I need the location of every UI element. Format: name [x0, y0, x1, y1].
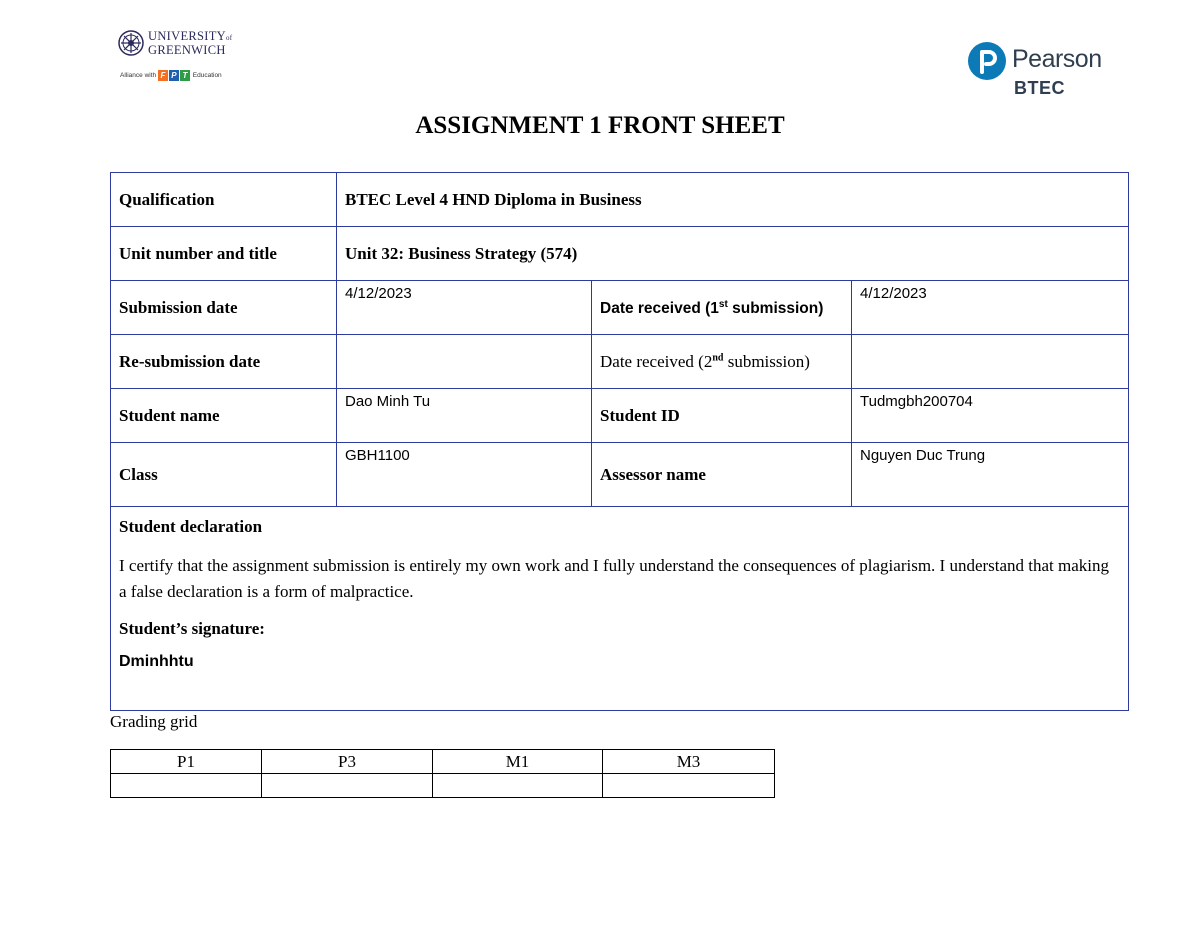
submission-date-cell: [337, 281, 592, 335]
grade-header-p3: P3: [262, 750, 433, 774]
student-id-cell: [852, 389, 1129, 443]
date-received-2-label: Date received (2nd submission): [592, 335, 852, 389]
resubmission-value: [337, 335, 592, 389]
class-cell: [337, 443, 592, 507]
student-name-value: Dao Minh Tu: [345, 393, 431, 410]
unit-row: [111, 227, 1129, 281]
student-name-cell: [337, 389, 592, 443]
qualification-value: BTEC Level 4 HND Diploma in Business: [337, 173, 1129, 227]
declaration-heading: Student declaration: [119, 517, 263, 536]
class-row: [111, 443, 1129, 507]
greenwich-seal-icon: [118, 30, 144, 56]
fpt-alliance: Alliance with F P T Education: [120, 71, 222, 80]
student-row: [111, 389, 1129, 443]
qualification-label: Qualification: [111, 173, 337, 227]
declaration-text: I certify that the assignment submission is entirely my own work and I fully understand the consequences of plagiarism. I understand that making a false declaration is a form of malpractice.: [119, 556, 1110, 601]
resubmission-label: Re-submission date: [111, 335, 337, 389]
class-label: Class: [111, 443, 337, 507]
grading-header-row: [111, 750, 775, 774]
page-title: ASSIGNMENT 1 FRONT SHEET: [415, 112, 785, 139]
grade-header-p1: P1: [111, 750, 262, 774]
front-sheet-table: [110, 172, 1129, 711]
signature-label: Student’s signature:: [119, 619, 265, 638]
assessor-label: Assessor name: [592, 443, 852, 507]
submission-date-label: Submission date: [111, 281, 337, 335]
grade-cell-m3: [603, 774, 775, 798]
assessor-value: Nguyen Duc Trung: [860, 447, 986, 464]
grade-header-m3: M3: [603, 750, 775, 774]
declaration-row: [111, 507, 1129, 711]
date-received-1-label: Date received (1st submission): [592, 281, 852, 335]
btec-wordmark: BTEC: [1014, 78, 1065, 98]
declaration-cell: [111, 507, 1129, 711]
submission-row: [111, 281, 1129, 335]
university-name: UNIVERSITYof GREENWICH: [148, 29, 233, 57]
pearson-p-icon: [968, 42, 1006, 80]
signature-value: Dminhhtu: [119, 653, 194, 670]
university-greenwich-logo: [116, 28, 246, 92]
class-value: GBH1100: [345, 447, 410, 464]
resubmission-row: [111, 335, 1129, 389]
student-id-label: Student ID: [592, 389, 852, 443]
grading-grid-label: Grading grid: [110, 712, 198, 731]
grading-value-row: [111, 774, 775, 798]
pearson-wordmark: Pearson: [1012, 45, 1102, 73]
student-name-label: Student name: [111, 389, 337, 443]
unit-label: Unit number and title: [111, 227, 337, 281]
grade-cell-p3: [262, 774, 433, 798]
submission-date-value: 4/12/2023: [345, 285, 412, 302]
date-received-1-value: 4/12/2023: [860, 285, 927, 302]
date-received-1-cell: [852, 281, 1129, 335]
grading-grid: [110, 749, 775, 798]
qualification-row: [111, 173, 1129, 227]
unit-value: Unit 32: Business Strategy (574): [337, 227, 1129, 281]
grade-header-m1: M1: [433, 750, 603, 774]
grade-cell-m1: [433, 774, 603, 798]
assessor-cell: [852, 443, 1129, 507]
date-received-2-value: [852, 335, 1129, 389]
student-id-value: Tudmgbh200704: [860, 393, 973, 410]
grade-cell-p1: [111, 774, 262, 798]
pearson-btec-logo: [968, 40, 1118, 100]
